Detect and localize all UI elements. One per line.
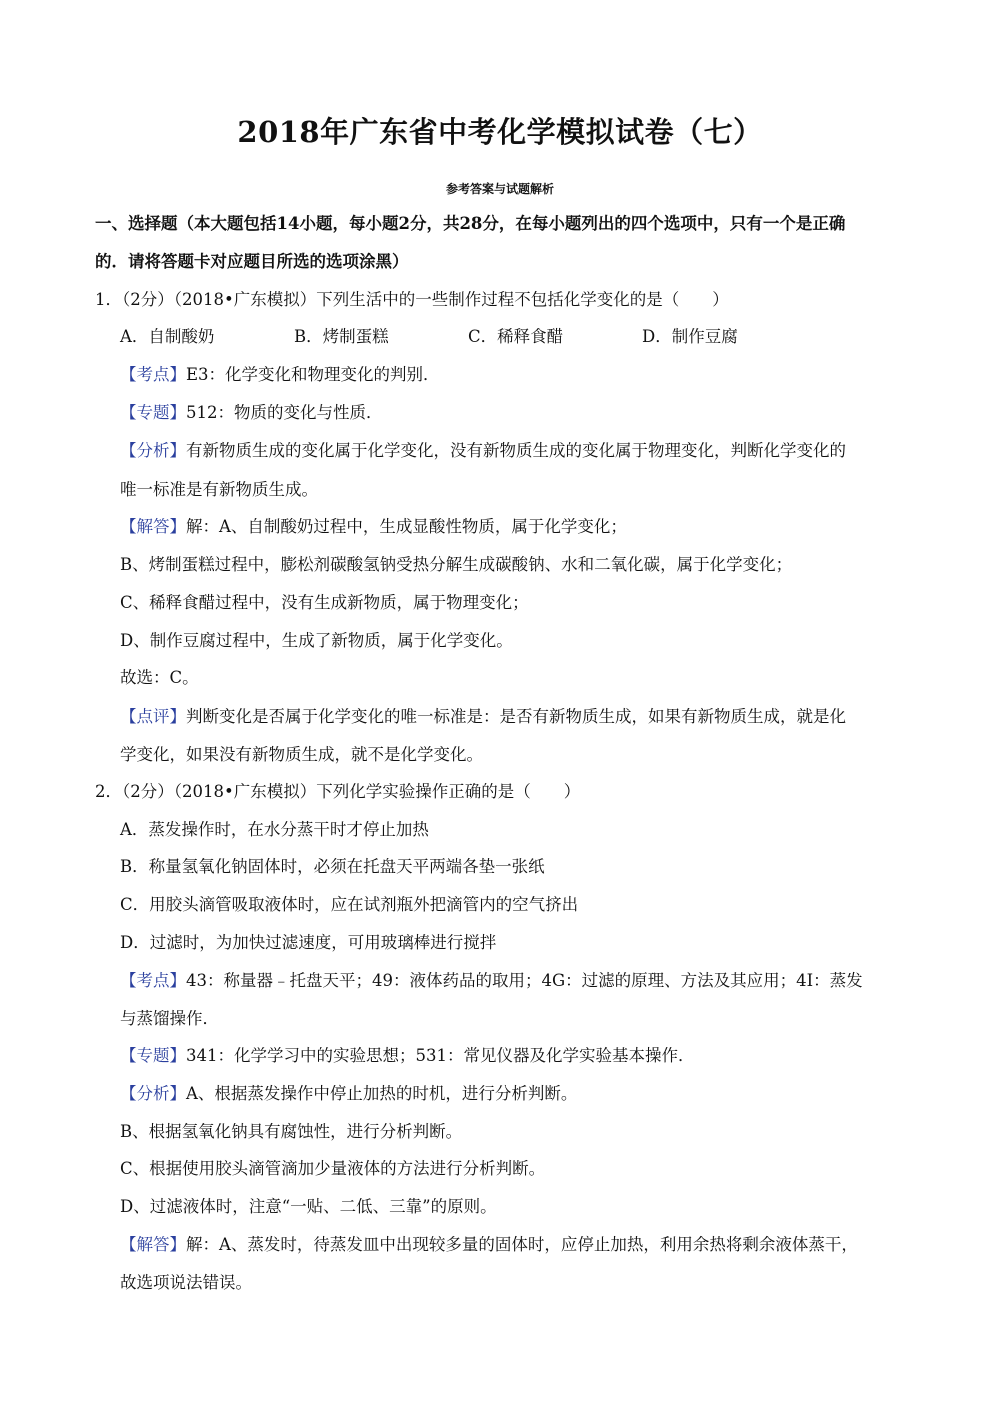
page-title: 2018年广东省中考化学模拟试卷（七）	[237, 115, 763, 149]
q1-kaodian	[120, 361, 940, 385]
q2-option-a: A．蒸发操作时，在水分蒸干时才停止加热	[120, 820, 429, 839]
q1-option-b: B．烤制蛋糕	[294, 327, 389, 346]
q1-kaodian-tag: 【考点】	[120, 365, 186, 384]
q1-fenxi-text1: 有新物质生成的变化属于化学变化，没有新物质生成的变化属于物理变化，判断化学变化的	[186, 441, 846, 460]
q2-stem: 2．（2分）（2018•广东模拟）下列化学实验操作正确的是（ ）	[95, 782, 581, 801]
q1-dianping	[120, 703, 940, 727]
q2-jieda-line2: 故选项说法错误。	[120, 1273, 252, 1292]
q1-fenxi	[120, 437, 940, 461]
section-heading-line1: 一、选择题（本大题包括14小题，每小题2分，共28分，在每小题列出的四个选项中，只有一个是正确	[95, 214, 846, 233]
q1-jieda-tag: 【解答】	[120, 517, 186, 536]
section-heading-line2: 的．请将答题卡对应题目所选的选项涂黑）	[95, 252, 409, 271]
q1-zhuanti-text: 512：物质的变化与性质．	[186, 403, 383, 422]
q2-zhuanti-tag: 【专题】	[120, 1046, 186, 1065]
q1-kaodian-text: E3：化学变化和物理变化的判别．	[186, 365, 440, 384]
q1-jieda	[120, 513, 940, 537]
q1-fenxi-line2: 唯一标准是有新物质生成。	[120, 480, 318, 499]
q1-dianping-text1: 判断变化是否属于化学变化的唯一标准是：是否有新物质生成，如果有新物质生成，就是化	[186, 707, 846, 726]
q2-fenxi-line3: C、根据使用胶头滴管滴加少量液体的方法进行分析判断。	[120, 1159, 546, 1178]
q2-zhuanti-text: 341：化学学习中的实验思想；531：常见仪器及化学实验基本操作．	[186, 1046, 695, 1065]
q2-zhuanti	[120, 1042, 940, 1066]
q2-fenxi-tag: 【分析】	[120, 1084, 186, 1103]
q2-jieda-text1: 解：A、蒸发时，待蒸发皿中出现较多量的固体时，应停止加热，利用余热将剩余液体蒸干，	[186, 1235, 858, 1254]
q2-option-c: C．用胶头滴管吸取液体时，应在试剂瓶外把滴管内的空气挤出	[120, 895, 579, 914]
q2-jieda-tag: 【解答】	[120, 1235, 186, 1254]
q1-dianping-tag: 【点评】	[120, 707, 186, 726]
q1-dianping-line2: 学变化，如果没有新物质生成，就不是化学变化。	[120, 745, 483, 764]
page-subtitle: 参考答案与试题解析	[445, 182, 554, 196]
q1-option-a: A．自制酸奶	[120, 327, 215, 346]
q2-fenxi-line2: B、根据氢氧化钠具有腐蚀性，进行分析判断。	[120, 1122, 463, 1141]
q2-fenxi	[120, 1080, 940, 1104]
q1-jieda-text1: 解：A、自制酸奶过程中，生成显酸性物质，属于化学变化；	[186, 517, 627, 536]
q1-stem: 1．（2分）（2018•广东模拟）下列生活中的一些制作过程不包括化学变化的是（ ）	[95, 290, 729, 309]
q2-kaodian-text1: 43：称量器﹣托盘天平；49：液体药品的取用；4G：过滤的原理、方法及其应用；4I：蒸发	[186, 971, 863, 990]
q2-option-b: B．称量氢氧化钠固体时，必须在托盘天平两端各垫一张纸	[120, 857, 545, 876]
q1-options	[120, 323, 816, 347]
q1-option-d: D．制作豆腐	[642, 327, 738, 346]
q1-jieda-line2: B、烤制蛋糕过程中，膨松剂碳酸氢钠受热分解生成碳酸钠、水和二氧化碳，属于化学变化；	[120, 555, 793, 574]
q2-kaodian	[120, 967, 940, 991]
q1-jieda-line4: D、制作豆腐过程中，生成了新物质，属于化学变化。	[120, 631, 513, 650]
q2-fenxi-text1: A、根据蒸发操作中停止加热的时机，进行分析判断。	[186, 1084, 578, 1103]
q2-option-d: D．过滤时，为加快过滤速度，可用玻璃棒进行搅拌	[120, 933, 497, 952]
q1-option-c: C．稀释食醋	[468, 327, 564, 346]
q1-zhuanti-tag: 【专题】	[120, 403, 186, 422]
q2-kaodian-tag: 【考点】	[120, 971, 186, 990]
q2-fenxi-line4: D、过滤液体时，注意“一贴、二低、三靠”的原则。	[120, 1197, 497, 1216]
q1-zhuanti	[120, 399, 940, 423]
q1-fenxi-tag: 【分析】	[120, 441, 186, 460]
q2-kaodian-line2: 与蒸馏操作．	[120, 1009, 219, 1028]
q1-answer: 故选：C。	[120, 668, 199, 687]
q2-jieda	[120, 1231, 940, 1255]
q1-jieda-line3: C、稀释食醋过程中，没有生成新物质，属于物理变化；	[120, 593, 529, 612]
